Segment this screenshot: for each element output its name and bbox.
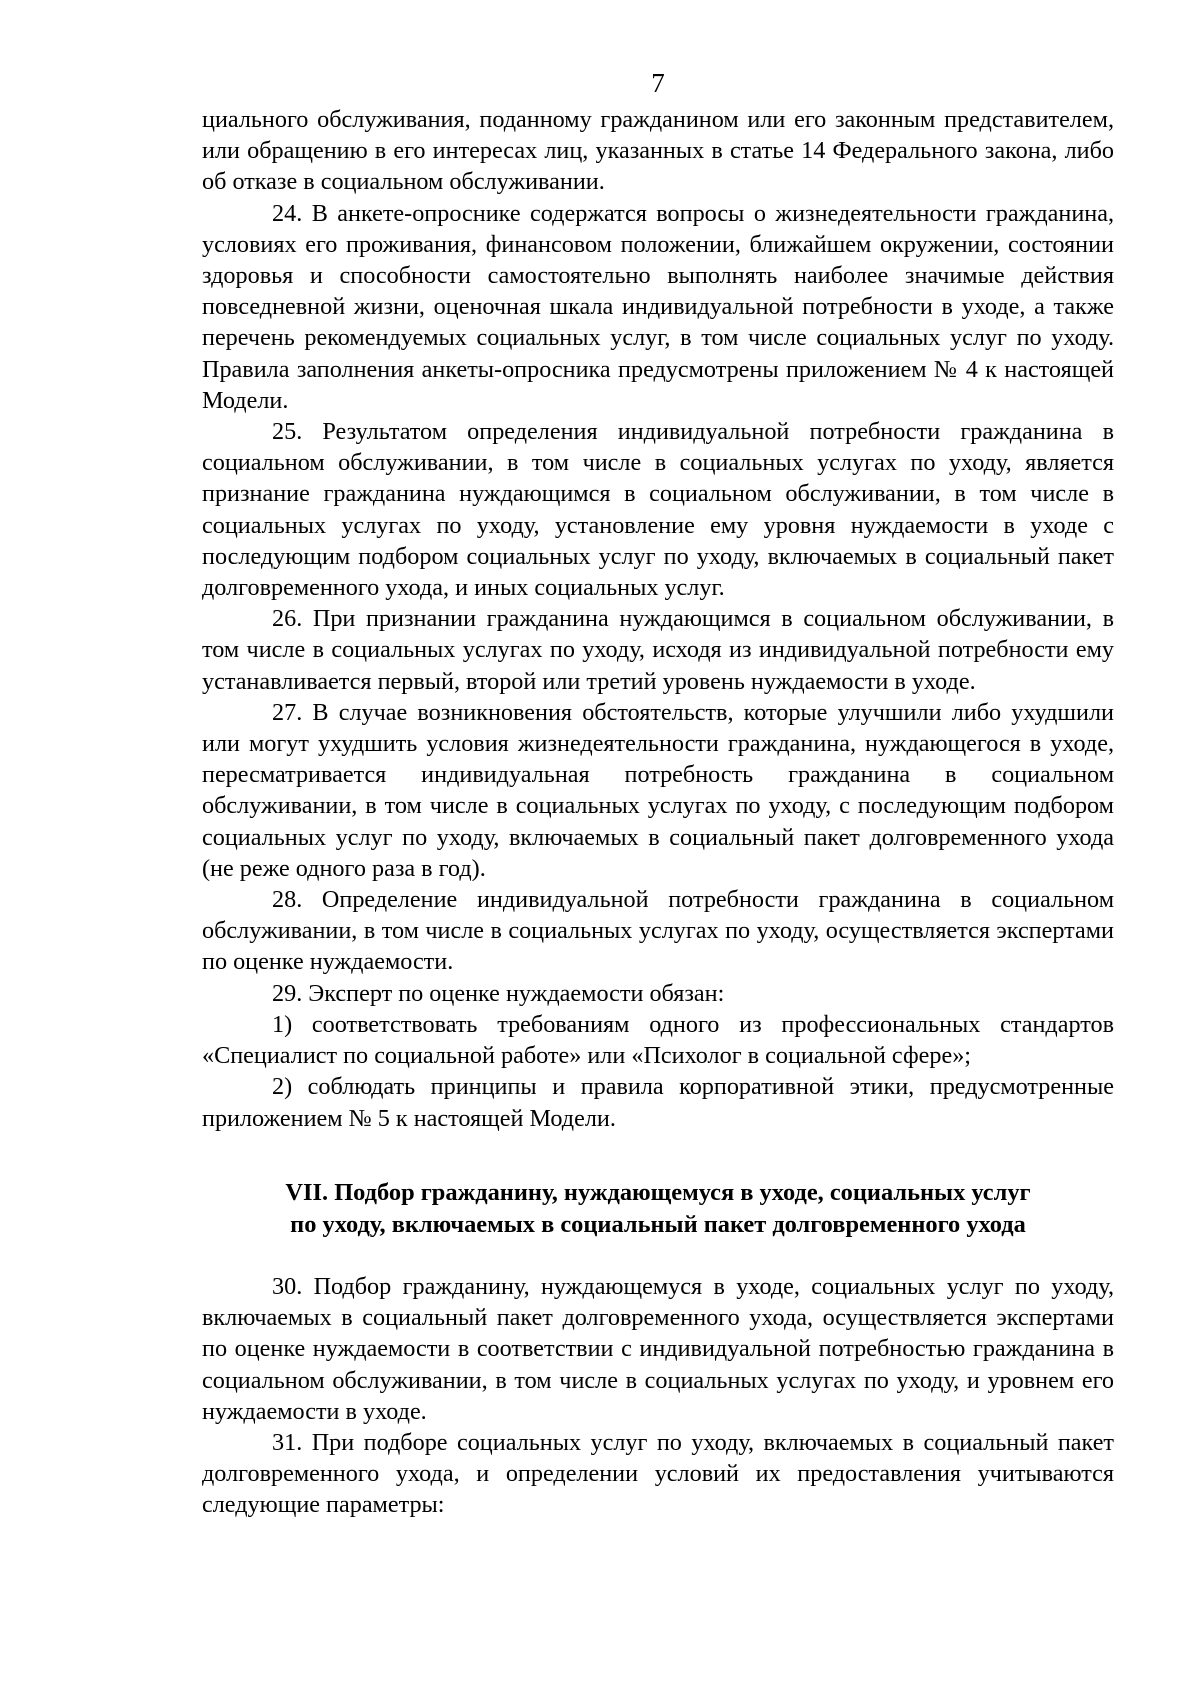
- document-body-continued: [202, 1271, 1114, 1521]
- list-item: 1) соответствовать требованиям одного из профессиональных стандартов «Специалист по социальной работе» или «Психолог в социальной сфере»;: [202, 1010, 1114, 1070]
- paragraph: 25. Результатом определения индивидуальной потребности гражданина в социальном обслуживании, в том числе в социальных услугах по уходу, является признание гражданина нуждающимся в социальном обслуживании, в том числе в социальных услугах по уходу, установление ему уровня нуждаемости в уходе с последующим подбором социальных услуг по уходу, включаемых в социальный пакет долговременного ухода, и иных социальных услуг.: [202, 418, 1114, 602]
- paragraph: 28. Определение индивидуальной потребности гражданина в социальном обслуживании, в том числе в социальных услугах по уходу, осуществляется экспертами по оценке нуждаемости.: [202, 886, 1114, 976]
- section-heading-line: VII. Подбор гражданину, нуждающемуся в уходе, социальных услуг: [285, 1179, 1031, 1206]
- page-number: 7: [651, 68, 665, 98]
- paragraph: 26. При признании гражданина нуждающимся в социальном обслуживании, в том числе в социальных услугах по уходу, исходя из индивидуальной потребности ему устанавливается первый, второй или третий уровень нуждаемости в уходе.: [202, 605, 1114, 695]
- document-body: [202, 104, 1114, 1134]
- paragraph: 29. Эксперт по оценке нуждаемости обязан:: [272, 979, 725, 1007]
- section-heading: [202, 1177, 1114, 1241]
- list-item: 2) соблюдать принципы и правила корпоративной этики, предусмотренные приложением № 5 к настоящей Модели.: [202, 1073, 1114, 1132]
- paragraph: 24. В анкете-опроснике содержатся вопросы о жизнедеятельности гражданина, условиях его проживания, финансовом положении, ближайшем окружении, состоянии здоровья и способности самостоятельно выполнять наиболее значимые действия повседневной жизни, оценочная шкала индивидуальной потребности в уходе, а также перечень рекомендуемых социальных услуг, в том числе социальных услуг по уходу. Правила заполнения анкеты-опросника предусмотрены приложением № 4 к настоящей Модели.: [202, 199, 1114, 414]
- paragraph: 31. При подборе социальных услуг по уходу, включаемых в социальный пакет долговременного ухода, и определении условий их предоставления учитываются следующие параметры:: [202, 1429, 1114, 1519]
- section-heading-line: по уходу, включаемых в социальный пакет долговременного ухода: [290, 1211, 1026, 1238]
- paragraph: 30. Подбор гражданину, нуждающемуся в уходе, социальных услуг по уходу, включаемых в социальный пакет долговременного ухода, осуществляется экспертами по оценке нуждаемости в соответствии с индивидуальной потребностью гражданина в социальном обслуживании, в том числе в социальных услугах по уходу, и уровнем его нуждаемости в уходе.: [202, 1273, 1114, 1425]
- paragraph: 27. В случае возникновения обстоятельств, которые улучшили либо ухудшили или могут ухудшить условия жизнедеятельности гражданина, нуждающегося в уходе, пересматривается индивидуальная потребность гражданина в социальном обслуживании, в том числе в социальных услугах по уходу, с последующим подбором социальных услуг по уходу, включаемых в социальный пакет долговременного ухода (не реже одного раза в год).: [202, 698, 1114, 882]
- paragraph: циального обслуживания, поданному гражданином или его законным представителем, или обращению в его интересах лиц, указанных в статье 14 Федерального закона, либо об отказе в социальном обслуживании.: [202, 106, 1114, 196]
